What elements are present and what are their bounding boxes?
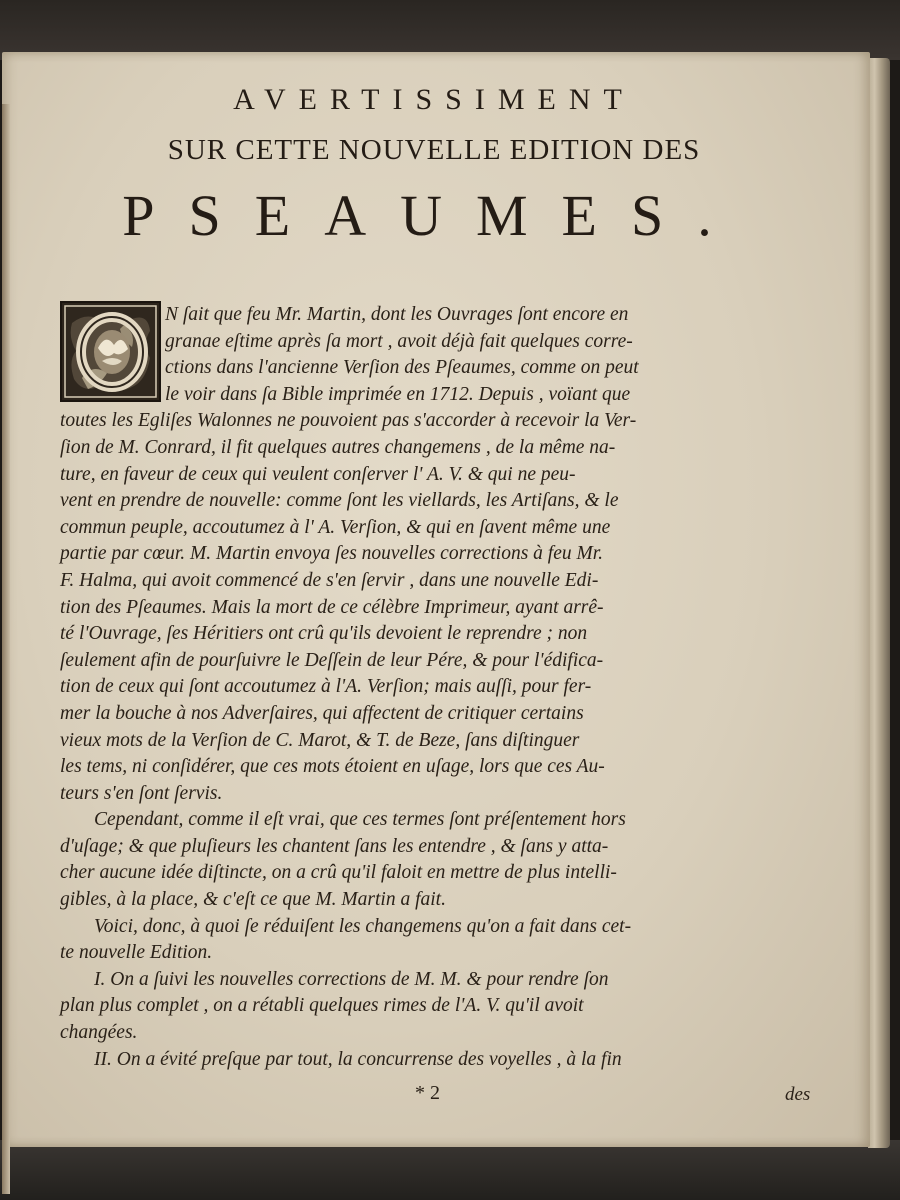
backdrop-top (0, 0, 900, 60)
text-line: commun peuple, accoutumez à l' A. Verſion, & qui en ſavent même une (60, 516, 611, 538)
text-line: tion des Pſeaumes. Mais la mort de ce célèbre Imprimeur, ayant arrê- (60, 596, 604, 618)
text-line: toutes les Egliſes Walonnes ne pouvoient pas s'accorder à recevoir la Ver- (60, 410, 637, 432)
text-line: gibles, à la place, & c'eſt ce que M. Martin a fait. (60, 889, 446, 911)
text-line: d'uſage; & que pluſieurs les chantent ſans les entendre , & ſans y atta- (60, 835, 609, 857)
text-line: ſion de M. Conrard, il fit quelques autres changemens , de la même na- (60, 436, 616, 458)
text-line: changées. (60, 1022, 138, 1044)
text-line: te nouvelle Edition. (60, 942, 213, 964)
text-line: ſeulement afin de pourſuivre le Deſſein de leur Pére, & pour l'édifica- (60, 649, 604, 671)
text-line: partie par cœur. M. Martin envoya ſes nouvelles corrections à feu Mr. (60, 543, 604, 565)
body-text (60, 302, 820, 1073)
spine-edge (2, 104, 10, 1194)
text-line: té l'Ouvrage, ſes Héritiers ont crû qu'ils devoient le reprendre ; non (60, 623, 588, 645)
text-line: vieux mots de la Verſion de C. Marot, & T. de Beze, ſans diſtinguer (60, 729, 580, 751)
text-line: le voir dans ſa Bible imprimée en 1712. Depuis , voïant que (165, 383, 631, 405)
text-line: mer la bouche à nos Adverſaires, qui affectent de critiquer certains (60, 702, 584, 724)
text-line: teurs s'en ſont ſervis. (60, 782, 223, 804)
text-line: granae eſtime après ſa mort , avoit déjà fait quelques corre- (165, 330, 633, 352)
text-line: N ſait que feu Mr. Martin, dont les Ouvrages ſont encore en (165, 304, 629, 325)
text-line: I. On a ſuivi les nouvelles corrections de M. M. & pour rendre ſon (94, 968, 609, 990)
text-line: Cependant, comme il eſt vrai, que ces termes ſont préſentement hors (94, 809, 626, 831)
page-edge (868, 58, 890, 1148)
heading-pseaumes: PSEAUMES. (122, 183, 746, 248)
text-line: ture, en faveur de ceux qui veulent conſerver l' A. V. & qui ne peu- (60, 463, 576, 485)
catchword: des (785, 1084, 811, 1105)
backdrop-bottom (0, 1140, 900, 1200)
text-line: Voici, donc, à quoi ſe réduiſent les changemens qu'on a fait dans cet- (94, 915, 632, 937)
text-line: cher aucune idée diſtincte, on a crû qu'il faloit en mettre de plus intelli- (60, 862, 617, 884)
signature-mark: * 2 (415, 1082, 440, 1104)
text-line: F. Halma, qui avoit commencé de s'en ſervir , dans une nouvelle Edi- (60, 569, 599, 591)
text-line: ctions dans l'ancienne Verſion des Pſeaumes, comme on peut (165, 357, 639, 379)
text-line: II. On a évité preſque par tout, la concurrense des voyelles , à la fin (94, 1048, 622, 1070)
text-line: tion de ceux qui ſont accoutumez à l'A. Verſion; mais auſſi, pour fer- (60, 676, 592, 698)
text-line: vent en prendre de nouvelle: comme ſont les viellards, les Artiſans, & le (60, 490, 619, 512)
text-line: plan plus complet , on a rétabli quelques rimes de l'A. V. qu'il avoit (60, 995, 584, 1017)
text-line: les tems, ni conſidérer, que ces mots étoient en uſage, lors que ces Au- (60, 756, 605, 778)
heading-subtitle: SUR CETTE NOUVELLE EDITION DES (167, 134, 701, 166)
heading-avertissement: AVERTISSIMENT (233, 83, 635, 116)
